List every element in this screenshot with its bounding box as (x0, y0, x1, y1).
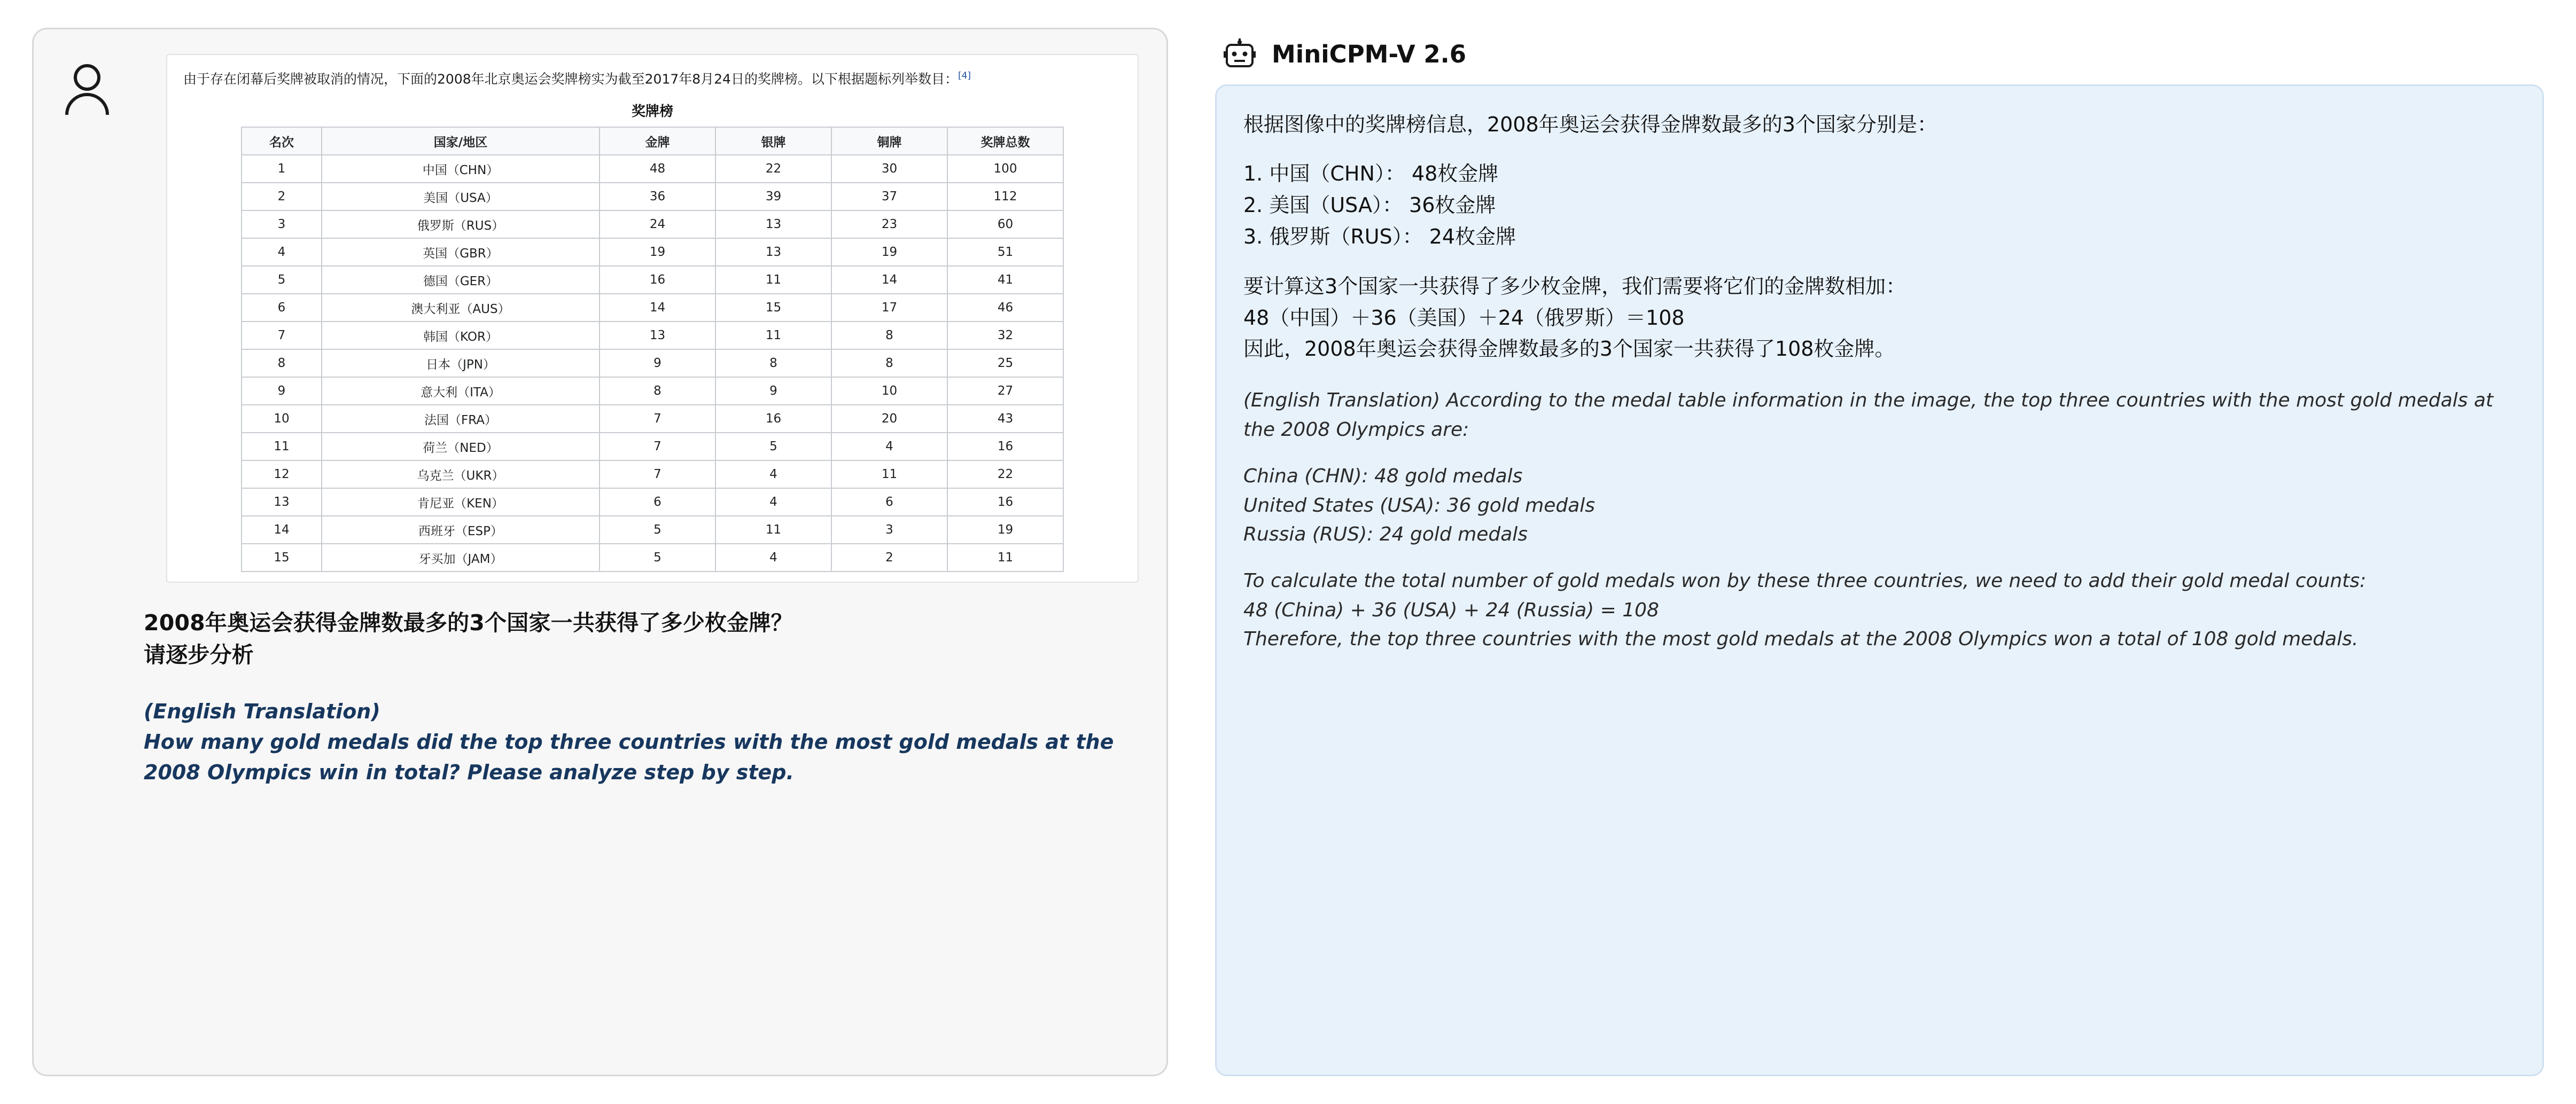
table-cell-rank: 5 (242, 266, 322, 294)
user-question-line-1: 2008年奥运会获得金牌数最多的3个国家一共获得了多少枚金牌？ (144, 610, 793, 636)
table-cell-total: 60 (947, 210, 1063, 238)
table-cell-silver: 9 (715, 377, 831, 405)
table-cell-country: 法国（FRA） (322, 405, 600, 433)
robot-icon (1224, 37, 1256, 71)
table-cell-bronze: 19 (831, 238, 947, 266)
list-item: Russia (RUS): 24 gold medals (1243, 523, 1528, 546)
medal-table (241, 127, 1064, 572)
table-cell-total: 43 (947, 405, 1063, 433)
table-cell-rank: 3 (242, 210, 322, 238)
table-cell-gold: 7 (600, 433, 715, 460)
calc-line-3: 因此，2008年奥运会获得金牌数最多的3个国家一共获得了108枚金牌。 (1243, 337, 1895, 361)
table-cell-silver: 4 (715, 460, 831, 488)
wiki-intro-span: 由于存在闭幕后奖牌被取消的情况，下面的2008年北京奥运会奖牌榜实为截至2017年8月24日的奖牌榜。以下根据题标列举数目： (183, 71, 958, 87)
table-row (242, 516, 1063, 544)
table-cell-gold: 14 (600, 294, 715, 322)
table-cell-bronze: 37 (831, 183, 947, 210)
table-row (242, 544, 1063, 571)
table-row (242, 155, 1063, 183)
table-cell-rank: 8 (242, 349, 322, 377)
list-item: 3. 俄罗斯（RUS）： 24枚金牌 (1243, 224, 1516, 248)
table-cell-rank: 6 (242, 294, 322, 322)
assistant-name: MiniCPM-V 2.6 (1272, 40, 1467, 68)
table-cell-silver: 15 (715, 294, 831, 322)
col-country: 国家/地区 (322, 127, 600, 155)
user-message-panel (32, 28, 1168, 1076)
assistant-ranking-list (1243, 158, 2516, 253)
medal-table-caption: 奖牌榜 (631, 104, 673, 120)
table-cell-silver: 13 (715, 238, 831, 266)
avatar (61, 54, 126, 1043)
table-cell-rank: 10 (242, 405, 322, 433)
table-cell-total: 32 (947, 322, 1063, 349)
assistant-translation-intro: (English Translation) According to the medal table information in the image, the top three countries with the most gold medals at the 2008 Olympics are: (1243, 389, 2494, 441)
table-cell-rank: 15 (242, 544, 322, 571)
table-row (242, 238, 1063, 266)
table-cell-total: 16 (947, 488, 1063, 516)
table-cell-silver: 5 (715, 433, 831, 460)
col-gold: 金牌 (600, 127, 715, 155)
table-cell-bronze: 8 (831, 349, 947, 377)
table-row (242, 266, 1063, 294)
table-cell-gold: 6 (600, 488, 715, 516)
table-cell-silver: 11 (715, 322, 831, 349)
table-cell-country: 澳大利亚（AUS） (322, 294, 600, 322)
table-cell-silver: 11 (715, 516, 831, 544)
col-rank: 名次 (242, 127, 322, 155)
table-cell-gold: 16 (600, 266, 715, 294)
medal-table-wrapper (241, 100, 1064, 572)
table-cell-gold: 9 (600, 349, 715, 377)
list-item: China (CHN): 48 gold medals (1243, 465, 1523, 487)
table-cell-total: 100 (947, 155, 1063, 183)
table-cell-country: 牙买加（JAM） (322, 544, 600, 571)
table-cell-total: 22 (947, 460, 1063, 488)
list-item: United States (USA): 36 gold medals (1243, 494, 1596, 516)
table-cell-total: 46 (947, 294, 1063, 322)
table-cell-bronze: 23 (831, 210, 947, 238)
table-cell-bronze: 14 (831, 266, 947, 294)
translation-label: (English Translation) (144, 699, 380, 723)
col-total: 奖牌总数 (947, 127, 1063, 155)
table-row (242, 405, 1063, 433)
table-header-row (242, 127, 1063, 155)
assistant-column (1215, 28, 2544, 1076)
assistant-message-bubble (1215, 84, 2544, 1076)
table-row (242, 322, 1063, 349)
table-cell-total: 19 (947, 516, 1063, 544)
table-cell-country: 俄罗斯（RUS） (322, 210, 600, 238)
table-row (242, 210, 1063, 238)
table-cell-country: 意大利（ITA） (322, 377, 600, 405)
table-cell-country: 西班牙（ESP） (322, 516, 600, 544)
table-cell-rank: 14 (242, 516, 322, 544)
assistant-translation-calculation (1243, 567, 2516, 654)
table-cell-country: 乌克兰（UKR） (322, 460, 600, 488)
trans-calc-line-2: 48 (China) + 36 (USA) + 24 (Russia) = 108 (1243, 599, 1659, 621)
user-content (144, 54, 1139, 1043)
table-cell-country: 美国（USA） (322, 183, 600, 210)
trans-calc-line-3: Therefore, the top three countries with the most gold medals at the 2008 Olympics won a total of 108 gold medals. (1243, 628, 2359, 651)
table-cell-country: 日本（JPN） (322, 349, 600, 377)
table-cell-gold: 19 (600, 238, 715, 266)
assistant-header (1224, 37, 2544, 71)
table-cell-country: 荷兰（NED） (322, 433, 600, 460)
calc-line-2: 48（中国）＋36（美国）＋24（俄罗斯）＝108 (1243, 306, 1685, 330)
table-cell-rank: 2 (242, 183, 322, 210)
table-cell-total: 11 (947, 544, 1063, 571)
table-cell-bronze: 20 (831, 405, 947, 433)
table-cell-bronze: 2 (831, 544, 947, 571)
table-cell-bronze: 10 (831, 377, 947, 405)
table-cell-rank: 9 (242, 377, 322, 405)
table-cell-gold: 5 (600, 544, 715, 571)
table-row (242, 349, 1063, 377)
table-cell-bronze: 4 (831, 433, 947, 460)
table-cell-gold: 36 (600, 183, 715, 210)
table-cell-total: 27 (947, 377, 1063, 405)
table-row (242, 433, 1063, 460)
table-cell-gold: 13 (600, 322, 715, 349)
table-cell-rank: 4 (242, 238, 322, 266)
table-cell-gold: 48 (600, 155, 715, 183)
user-question-line-2: 请逐步分析 (144, 641, 254, 668)
table-cell-total: 25 (947, 349, 1063, 377)
table-row (242, 294, 1063, 322)
table-cell-gold: 7 (600, 460, 715, 488)
attached-image-medal-table (166, 54, 1139, 583)
table-cell-silver: 16 (715, 405, 831, 433)
col-silver: 银牌 (715, 127, 831, 155)
table-cell-silver: 22 (715, 155, 831, 183)
table-row (242, 488, 1063, 516)
table-cell-bronze: 8 (831, 322, 947, 349)
assistant-calculation (1243, 271, 2516, 365)
table-cell-silver: 4 (715, 544, 831, 571)
table-cell-silver: 11 (715, 266, 831, 294)
table-cell-country: 韩国（KOR） (322, 322, 600, 349)
table-cell-bronze: 30 (831, 155, 947, 183)
table-cell-total: 41 (947, 266, 1063, 294)
table-cell-gold: 5 (600, 516, 715, 544)
assistant-intro: 根据图像中的奖牌榜信息，2008年奥运会获得金牌数最多的3个国家分别是： (1243, 113, 1937, 136)
table-cell-silver: 13 (715, 210, 831, 238)
table-cell-rank: 11 (242, 433, 322, 460)
table-row (242, 460, 1063, 488)
table-cell-bronze: 3 (831, 516, 947, 544)
table-cell-gold: 7 (600, 405, 715, 433)
table-cell-rank: 12 (242, 460, 322, 488)
table-cell-bronze: 17 (831, 294, 947, 322)
table-cell-country: 中国（CHN） (322, 155, 600, 183)
table-cell-country: 英国（GBR） (322, 238, 600, 266)
wiki-reference-marker: [4] (958, 71, 971, 81)
table-cell-country: 德国（GER） (322, 266, 600, 294)
list-item: 1. 中国（CHN）： 48枚金牌 (1243, 162, 1499, 185)
wiki-intro-text (183, 69, 1122, 90)
table-cell-gold: 24 (600, 210, 715, 238)
assistant-translation-list (1243, 462, 2516, 550)
table-cell-rank: 13 (242, 488, 322, 516)
table-cell-total: 16 (947, 433, 1063, 460)
table-row (242, 183, 1063, 210)
translation-text: How many gold medals did the top three countries with the most gold medals at the 2008 Olympics win in total? Please analyze step by step. (144, 730, 1114, 784)
table-cell-total: 51 (947, 238, 1063, 266)
table-cell-total: 112 (947, 183, 1063, 210)
table-cell-rank: 7 (242, 322, 322, 349)
table-cell-gold: 8 (600, 377, 715, 405)
table-cell-silver: 8 (715, 349, 831, 377)
trans-calc-line-1: To calculate the total number of gold medals won by these three countries, we need to add their gold medal counts: (1243, 569, 2367, 592)
list-item: 2. 美国（USA）： 36枚金牌 (1243, 193, 1496, 217)
table-cell-rank: 1 (242, 155, 322, 183)
table-cell-silver: 4 (715, 488, 831, 516)
user-question (144, 607, 1139, 671)
calc-line-1: 要计算这3个国家一共获得了多少枚金牌，我们需要将它们的金牌数相加： (1243, 274, 1906, 298)
table-cell-country: 肯尼亚（KEN） (322, 488, 600, 516)
table-cell-silver: 39 (715, 183, 831, 210)
col-bronze: 铜牌 (831, 127, 947, 155)
user-question-translation (144, 696, 1139, 788)
table-cell-bronze: 11 (831, 460, 947, 488)
person-icon (61, 64, 126, 117)
table-cell-bronze: 6 (831, 488, 947, 516)
table-row (242, 377, 1063, 405)
